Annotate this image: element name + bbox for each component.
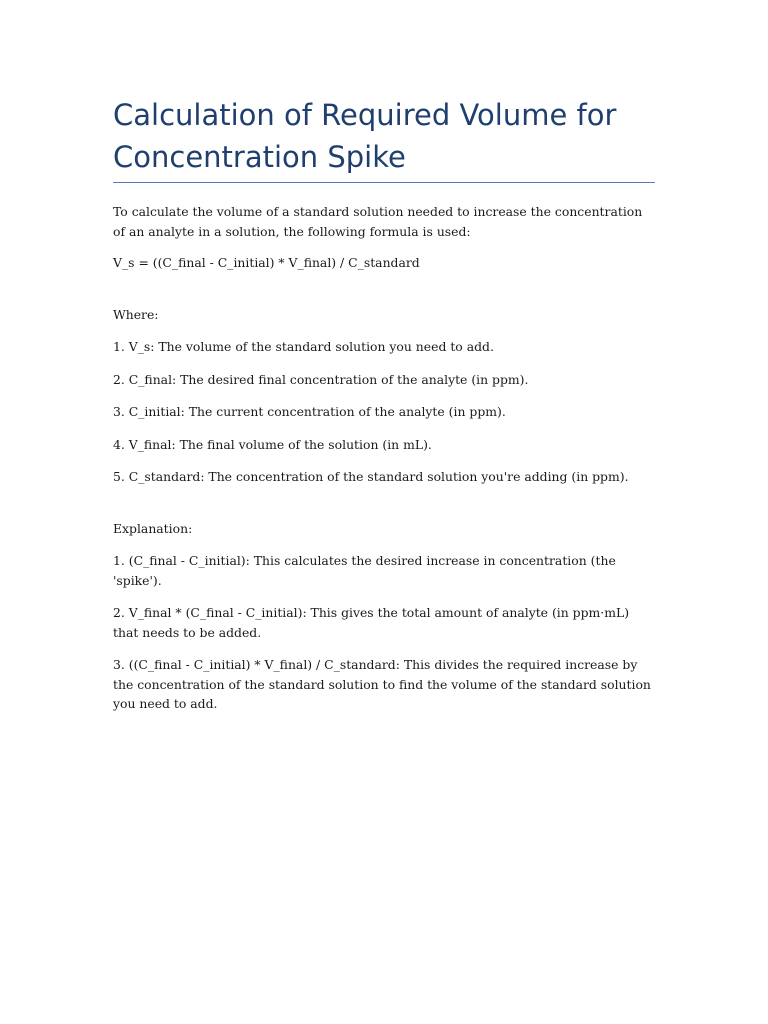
where-item: 2. C_final: The desired final concentration of the analyte (in ppm). — [113, 371, 529, 387]
where-item: 4. V_final: The final volume of the solution (in mL). — [113, 436, 432, 452]
document-body — [113, 202, 655, 714]
explanation-item: 2. V_final * (C_final - C_initial): This gives the total amount of analyte (in ppm·mL) that needs to be added. — [113, 605, 630, 640]
where-item: 5. C_standard: The concentration of the standard solution you're adding (in ppm). — [113, 469, 629, 484]
explanation-heading: Explanation: — [113, 520, 193, 536]
explanation-item: 3. ((C_final - C_initial) * V_final) / C_standard: This divides the required increase by the concentration of the standard solution to find the volume of the standard solution you need to add. — [113, 657, 651, 711]
where-item: 3. C_initial: The current concentration of the analyte (in ppm). — [113, 404, 506, 419]
document-title: Calculation of Required Volume for Concentration Spike — [113, 98, 617, 174]
where-item: 1. V_s: The volume of the standard solution you need to add. — [113, 339, 494, 354]
explanation-item: 1. (C_final - C_initial): This calculates the desired increase in concentration (the 'spike'). — [113, 553, 616, 588]
where-heading: Where: — [113, 306, 159, 322]
title-underline — [113, 182, 655, 183]
intro-paragraph: To calculate the volume of a standard solution needed to increase the concentration of an analyte in a solution, the following formula is used: — [113, 204, 643, 239]
formula-line: V_s = ((C_final - C_initial) * V_final) / C_standard — [113, 255, 420, 270]
